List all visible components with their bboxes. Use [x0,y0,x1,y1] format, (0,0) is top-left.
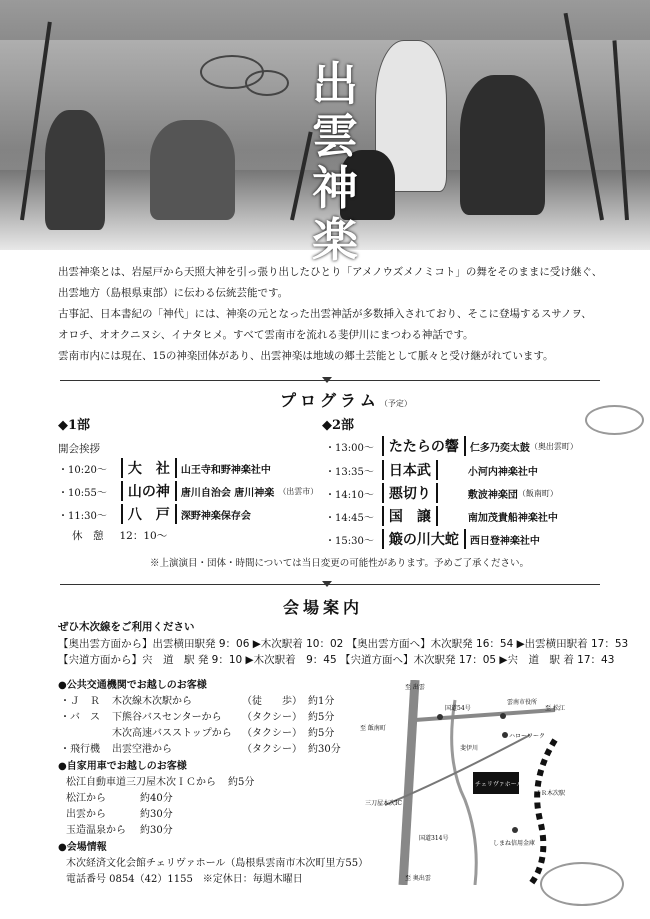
map-label: 至 松江 [545,705,565,712]
intro-text [58,262,618,367]
cloud-ornament [540,862,624,906]
river [452,700,477,885]
program-time: ・11:30～ [58,510,107,522]
route-314-road [403,680,415,885]
route-54-road [415,710,555,720]
program-title-note: （予定） [379,399,412,408]
venue-map [355,680,585,885]
map-dot [437,714,443,720]
program-title-box: 国 譲 [382,506,438,526]
program-time: ・14:10～ [325,489,374,501]
venue-title: 会場案内 [283,598,364,617]
title-char: 神 [312,161,358,215]
car-row [66,789,173,804]
program-group-note: （奥出雲町） [529,441,578,451]
cloud-ornament [245,70,289,96]
mode: ・飛行機 [60,744,100,755]
map-label: 三刀屋木次IC [365,800,402,807]
title-char: 楽 [312,213,358,267]
part1-label: ◆1部 [58,418,91,433]
train-line: 【奥出雲方面から】出雲横田駅発 9：06 ▶木次駅着 10：02 【奥出雲方面へ】木次駅発 16：54 ▶出雲横田駅着 17：53 [58,638,629,650]
program-title-box: 大 社 [121,458,177,478]
program-title-box: 日本武 [382,460,438,480]
program-group: 南加茂貴船神楽社中 [467,512,558,524]
intro-line: 雲南市内には現在、15の神楽団体があり、出雲神楽は地域の郷土芸能として脈々と受け継がれています。 [58,350,554,362]
program-title-box: 簸の川大蛇 [382,529,466,549]
program-group-note: （飯南町） [517,488,558,498]
map-label: 至 奥出雲 [405,875,431,882]
time: 約30分 [140,825,173,836]
break-label: 休 憩 [72,530,104,542]
program-row [325,483,558,503]
intro-line: 出雲地方（島根県東部）に伝わる伝統芸能です。 [58,287,289,299]
title-char: 出 [312,57,358,111]
train-line: 【宍道方面から】宍 道 駅 発 9：10 ▶木次駅着 9：45 【宍道方面へ】木次駅発 17：05 ▶宍 道 駅 着 17：43 [58,654,615,666]
how: （タクシー） [242,728,302,739]
program-title-text: プログラム [280,391,380,410]
program-time: ・15:30～ [325,535,374,547]
public-row [60,724,334,739]
break-row [72,528,167,543]
program-title-box: 悪切り [382,483,438,503]
program-title [280,388,412,411]
program-title-box: 山の神 [121,481,177,501]
program-time: ・13:00～ [325,442,374,454]
program-row [325,506,558,526]
dancer-figure [45,110,105,230]
public-row [60,708,334,723]
section-divider [60,380,600,381]
program-group: 小河内神楽社中 [467,466,538,478]
map-label: ハローワーク [509,733,546,740]
time: 約1分 [308,696,335,707]
route: 出雲空港から [112,744,172,755]
cloud-ornament [585,405,644,435]
program-time: ・13:35～ [325,466,374,478]
how: （徒 歩） [242,696,302,707]
program-group: 深野神楽保存会 [180,510,251,522]
route: 下熊谷バスセンターから [112,712,222,723]
intro-line: オロチ、オオクニヌシ、イナタヒメ。すべて雲南市を流れる斐伊川にまつわる神話です。 [58,329,474,341]
time: 約5分 [308,728,335,739]
section-divider [60,584,600,585]
route: 松江自動車道三刀屋木次ＩＣから [66,777,216,788]
part2-label: ◆2部 [322,418,355,433]
route: 木次高速バスストップから [112,728,232,739]
route: 木次線木次駅から [112,696,192,707]
map-label: 至 飯南町 [360,725,386,732]
map-label: しまね信用金庫 [493,840,536,847]
dancer-figure [150,120,235,220]
program-row [58,458,271,478]
program-group: 仁多乃奕太鼓 [469,442,530,454]
mode: ・Ｊ Ｒ [60,696,100,707]
program-time: ・14:45～ [325,512,374,524]
program-group: 敷波神楽団 [467,489,518,501]
public-heading: ●公共交通機関でお越しのお客様 [58,680,207,691]
time: 約5分 [308,712,335,723]
railway [530,740,555,885]
map-label: 斐伊川 [460,745,479,752]
time: 約30分 [140,809,173,820]
program-row [325,436,578,456]
program-time: ・10:55～ [58,487,107,499]
program-row [58,481,318,501]
how: （タクシー） [242,712,302,723]
map-label: ＪＲ木次駅 [535,790,566,797]
car-row [66,805,173,820]
program-title-box: たたらの響 [382,436,466,456]
map-label: 至 出雲 [405,684,425,691]
program-row [58,504,251,524]
map-dot [500,713,506,719]
program-note: ※上演演目・団体・時間については当日変更の可能性があります。予めご了承ください。 [150,558,530,569]
program-group-note: （出雲市） [278,486,319,496]
info-line: 電話番号 0854（42）1155 ※定休日：毎週木曜日 [66,874,303,885]
map-label: 国道314号 [419,835,449,842]
route: 出雲から [66,809,106,820]
program-title-box: 八 戸 [121,504,177,524]
time: 約40分 [140,793,173,804]
dancer-figure [460,75,545,215]
map-dot [512,827,518,833]
info-heading: ●会場情報 [58,842,107,853]
title-char: 雲 [312,109,358,163]
public-row [60,740,341,755]
hall-label: チェリヴァホール [475,781,523,788]
program-time: ・10:20～ [58,464,107,476]
program-group: 唐川自治会 唐川神楽 [180,487,275,499]
break-time: 12：10～ [119,530,168,542]
program-row [325,460,538,480]
how: （タクシー） [242,744,302,755]
intro-line: 出雲神楽とは、岩屋戸から天照大神を引っ張り出したひとり「アメノウズメノミコト」の舞をそのままに受け継ぐ、 [58,266,603,278]
program-row [325,529,540,549]
train-heading: ぜひ木次線をご利用ください [58,621,195,633]
route: 玉造温泉から [66,825,126,836]
time: 約30分 [308,744,341,755]
opening-label: 開会挨拶 [58,443,100,455]
program-group: 山王寺和野神楽社中 [180,464,271,476]
route: 松江から [66,793,106,804]
program-group: 西日登神楽社中 [469,535,540,547]
main-title [308,58,362,266]
public-row [60,692,334,707]
time: 約5分 [228,777,255,788]
car-row [66,773,254,788]
map-label: 雲南市役所 [507,699,538,706]
car-row [66,821,173,836]
map-label: 国道54号 [445,705,471,712]
intro-line: 古事記、日本書紀の「神代」には、神楽の元となった出雲神話が多数挿入されており、そこに登場するスサノヲ、 [58,308,592,320]
map-dot [502,732,508,738]
info-line: 木次経済文化会館チェリヴァホール（島根県雲南市木次町里方55） [66,858,369,869]
mode: ・バ ス [60,712,100,723]
car-heading: ●自家用車でお越しのお客様 [58,761,187,772]
